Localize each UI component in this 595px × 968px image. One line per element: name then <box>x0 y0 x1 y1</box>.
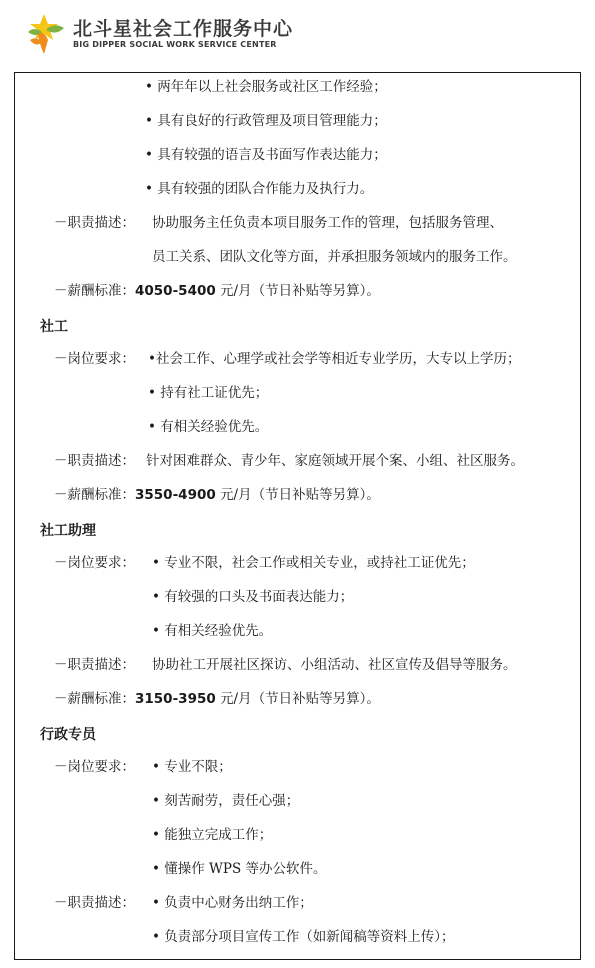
duty-item: • 负责部分项目宣传工作（如新闻稿等资料上传）； <box>152 929 455 945</box>
salary-row <box>54 486 380 504</box>
req-item: • 专业不限，社会工作或相关专业，或持社工证优先； <box>152 555 475 571</box>
salary-row <box>54 282 380 300</box>
req-item: • 具有较强的团队合作能力及执行力。 <box>145 181 374 197</box>
req-item: • 有相关经验优先。 <box>148 419 269 435</box>
salary-label: －薪酬标准： <box>54 283 135 299</box>
salary-row <box>54 690 380 708</box>
duty-label: －职责描述： <box>54 453 135 469</box>
salary-value: 3150-3950 <box>135 691 216 707</box>
req-label: －岗位要求： <box>54 759 135 775</box>
req-item: • 能独立完成工作； <box>152 827 273 843</box>
salary-suffix: 元/月（节日补贴等另算）。 <box>215 487 380 503</box>
duty-item: • 负责中心财务出纳工作； <box>152 895 313 911</box>
content-frame <box>14 72 581 960</box>
req-item: • 有较强的口头及书面表达能力； <box>152 589 354 605</box>
req-label: －岗位要求： <box>54 351 135 367</box>
req-item: • 懂操作 WPS 等办公软件。 <box>152 861 327 877</box>
req-item: • 两年年以上社会服务或社区工作经验； <box>145 79 387 95</box>
req-item: • 具有较强的语言及书面写作表达能力； <box>145 147 387 163</box>
salary-label: －薪酬标准： <box>54 487 135 503</box>
duty-text: 针对困难群众、青少年、家庭领域开展个案、小组、社区服务。 <box>146 453 524 469</box>
req-item: • 专业不限； <box>152 759 232 775</box>
salary-value: 4050-5400 <box>135 283 216 299</box>
section-title: 社工助理 <box>40 523 96 539</box>
salary-label: －薪酬标准： <box>54 691 135 707</box>
salary-suffix: 元/月（节日补贴等另算）。 <box>215 691 380 707</box>
duty-text: 协助服务主任负责本项目服务工作的管理，包括服务管理、 <box>152 215 503 231</box>
section-title: 社工 <box>40 319 68 335</box>
logo-title-en: BIG DIPPER SOCIAL WORK SERVICE CENTER <box>73 40 277 49</box>
req-item: • 具有良好的行政管理及项目管理能力； <box>145 113 387 129</box>
salary-value: 3550-4900 <box>135 487 216 503</box>
req-item: • 刻苦耐劳，责任心强； <box>152 793 300 809</box>
duty-label: －职责描述： <box>54 895 135 911</box>
logo-title-cn: 北斗星社会工作服务中心 <box>73 18 294 40</box>
section-title: 行政专员 <box>40 727 96 743</box>
duty-text: 协助社工开展社区探访、小组活动、社区宣传及倡导等服务。 <box>152 657 517 673</box>
salary-suffix: 元/月（节日补贴等另算）。 <box>215 283 380 299</box>
duty-label: －职责描述： <box>54 215 135 231</box>
req-item: •社会工作、心理学或社会学等相近专业学历，大专以上学历； <box>148 351 521 367</box>
big-dipper-logo-icon <box>24 10 70 56</box>
duty-label: －职责描述： <box>54 657 135 673</box>
req-item: • 持有社工证优先； <box>148 385 269 401</box>
duty-text: 员工关系、团队文化等方面，并承担服务领域内的服务工作。 <box>152 249 517 265</box>
page-header <box>0 0 595 62</box>
req-label: －岗位要求： <box>54 555 135 571</box>
req-item: • 有相关经验优先。 <box>152 623 273 639</box>
